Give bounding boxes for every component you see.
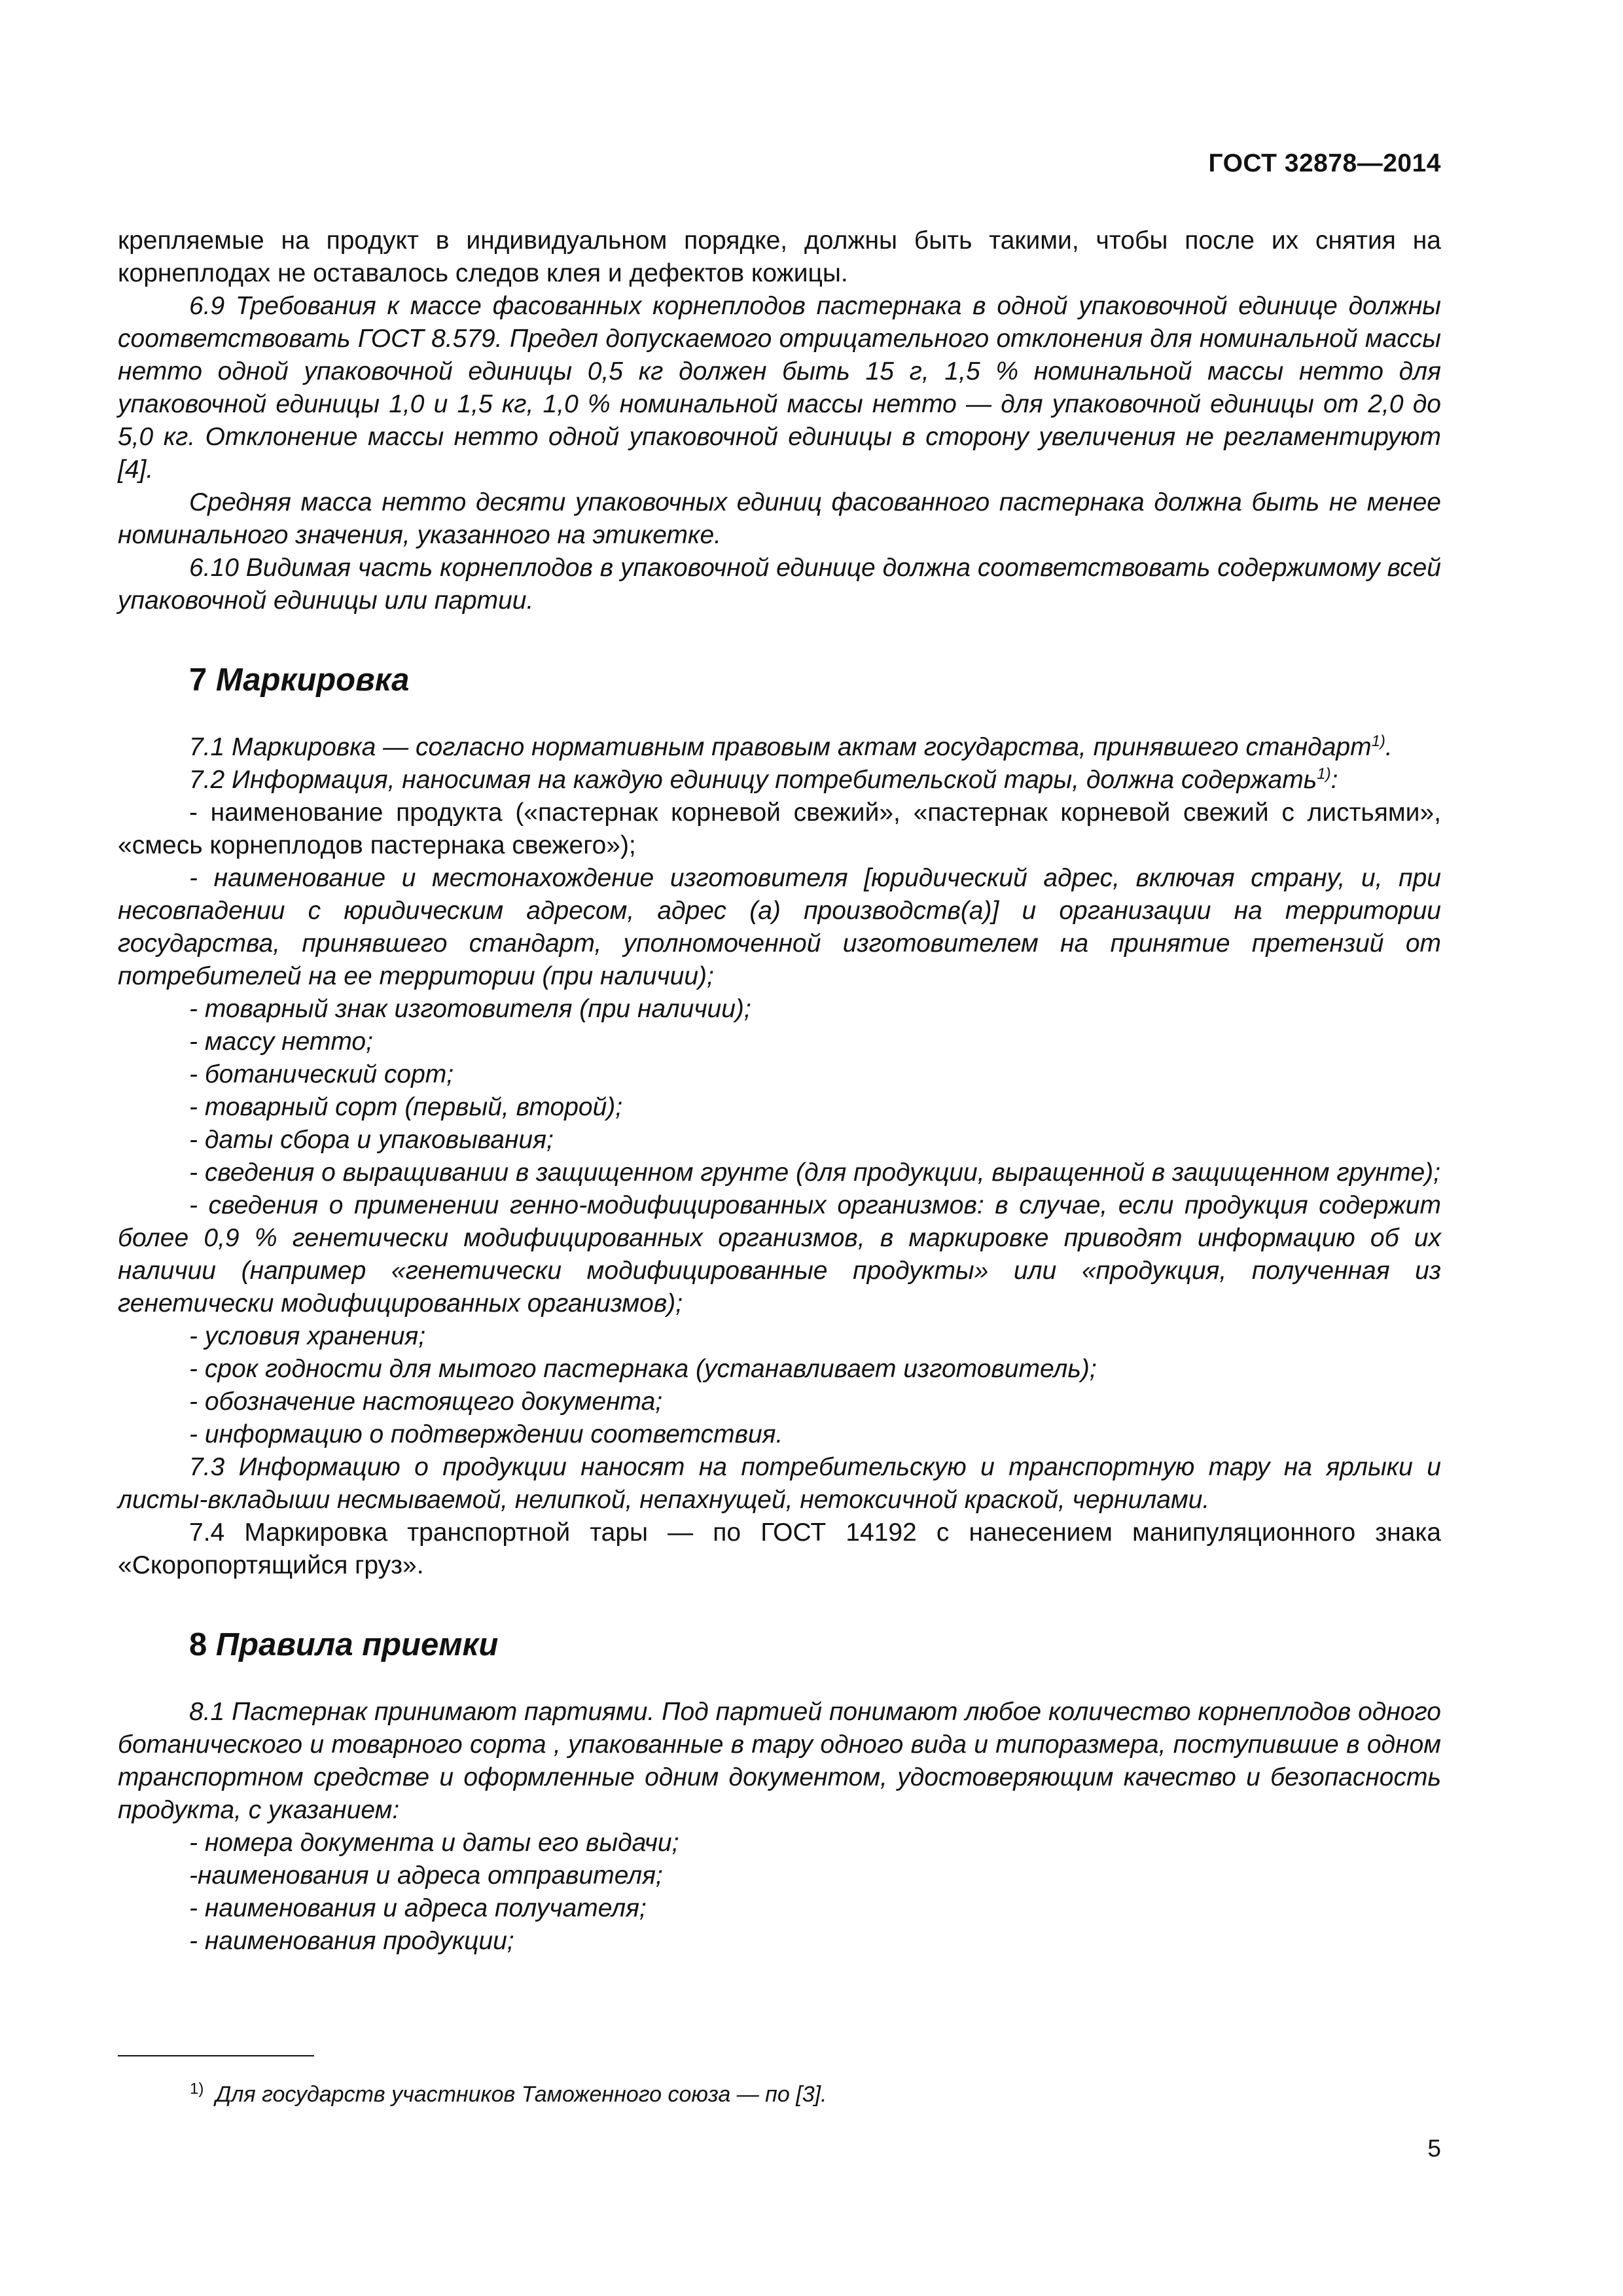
list-item: - сведения о выращивании в защищенном грунте (для продукции, выращенной в защищенном грунте); [189, 1158, 1440, 1187]
section-7-title: Маркировка [215, 662, 410, 698]
section-7-number: 7 [189, 662, 207, 698]
page-number: 5 [1427, 2135, 1441, 2162]
paragraph-7-1 [118, 731, 1441, 764]
list-item: - наименование и местонахождение изготовителя [юридический адрес, включая страну, и, при несовпадении с юридическим адресом, адрес (а) производств(а)] и организации на территории государства, принявшего стандарт, уполномоченной изготовителем на принятие претензий от потребителей на ее территории (при наличии); [118, 864, 1441, 990]
paragraph-continuation: крепляемые на продукт в индивидуальном порядке, должны быть такими, чтобы после их снятия на корнеплодах не оставалось следов клея и дефектов кожицы. [118, 226, 1441, 287]
footnote-ref: 1) [1317, 765, 1331, 783]
list-item: - обозначение настоящего документа; [189, 1388, 663, 1416]
list-item: - массу нетто; [189, 1028, 373, 1056]
paragraph-7-1-tail: . [1385, 733, 1393, 761]
footnote-text: Для государств участников Таможенного союза — по [3]. [215, 2082, 827, 2107]
paragraph-7-2-tail: : [1330, 766, 1338, 794]
footnote-ref: 1) [1371, 732, 1385, 750]
paragraph-6-10: 6.10 Видимая часть корнеплодов в упаковочной единице должна соответствовать содержимому всей упаковочной единицы или партии. [118, 554, 1441, 615]
section-8-number: 8 [189, 1627, 207, 1662]
footnote-mark: 1) [190, 2080, 204, 2098]
section-8-heading [118, 1625, 1441, 1664]
paragraph-7-1-text: 7.1 Маркировка — согласно нормативным правовым актам государства, принявшего стандарт [189, 733, 1372, 761]
list-item: - наименования продукции; [189, 1927, 514, 1955]
list-item: - даты сбора и упаковывания; [189, 1126, 554, 1154]
list-item: - номера документа и даты его выдачи; [189, 1829, 679, 1857]
list-item: - наименование продукта («пастернак корневой свежий», «пастернак корневой свежий с листьями», «смесь корнеплодов пастернака свежего»); [118, 798, 1441, 859]
paragraph-6-9: 6.9 Требования к массе фасованных корнеплодов пастернака в одной упаковочной единице должны соответствовать ГОСТ 8.579. Предел допускаемого отрицательного отклонения для номинальной массы нетто одной упаковочной единицы 0,5 кг должен быть 15 г, 1,5 % номинальной массы нетто для упаковочной единицы 1,0 и 1,5 кг, 1,0 % номинальной массы нетто — для упаковочной единицы от 2,0 до 5,0 кг. Отклонение массы нетто одной упаковочной единицы в сторону увеличения не регламентируют [4]. [118, 292, 1441, 484]
document-header-id: ГОСТ 32878—2014 [1208, 149, 1441, 177]
list-item: - условия хранения; [189, 1322, 426, 1350]
list-item: - срок годности для мытого пастернака (устанавливает изготовитель); [189, 1355, 1097, 1383]
list-item: - информацию о подтверждении соответствия. [189, 1420, 783, 1448]
paragraph-8-1: 8.1 Пастернак принимают партиями. Под партией понимают любое количество корнеплодов одного ботанического и товарного сорта , упакованные в тару одного вида и типоразмера, поступившие в одном транспортном средстве и оформленные одним документом, удостоверяющим качество и безопасность продукта, с указанием: [118, 1698, 1441, 1824]
paragraph-6-9-average-mass: Средняя масса нетто десяти упаковочных единиц фасованного пастернака должна быть не менее номинального значения, указанного на этикетке. [118, 488, 1441, 549]
footnote-divider [118, 2055, 314, 2056]
section-7-heading [118, 660, 1441, 700]
paragraph-7-2 [118, 764, 1441, 797]
footnote [190, 2080, 827, 2109]
list-item: -наименования и адреса отправителя; [189, 1861, 663, 1890]
paragraph-7-4: 7.4 Маркировка транспортной тары — по ГОСТ 14192 с нанесением манипуляционного знака «Скоропортящийся груз». [118, 1518, 1441, 1579]
section-8-title: Правила приемки [215, 1627, 499, 1662]
list-item: - сведения о применении генно-модифицированных организмов: в случае, если продукция содержит более 0,9 % генетически модифицированных организмов, в маркировке приводят информацию об их наличии (например «генетически модифицированные продукты» или «продукция, полученная из генетически модифицированных организмов); [118, 1191, 1441, 1318]
paragraph-7-2-text: 7.2 Информация, наносимая на каждую единицу потребительской тары, должна содержать [189, 766, 1317, 794]
list-item: - товарный знак изготовителя (при наличии); [189, 995, 751, 1023]
paragraph-7-3: 7.3 Информацию о продукции наносят на потребительскую и транспортную тару на ярлыки и листы-вкладыши несмываемой, нелипкой, непахнущей, нетоксичной краской, чернилами. [118, 1453, 1441, 1514]
list-item: - ботанический сорт; [189, 1060, 454, 1088]
list-item: - товарный сорт (первый, второй); [189, 1093, 623, 1121]
document-body [118, 224, 1441, 1958]
list-item: - наименования и адреса получателя; [189, 1894, 647, 1922]
